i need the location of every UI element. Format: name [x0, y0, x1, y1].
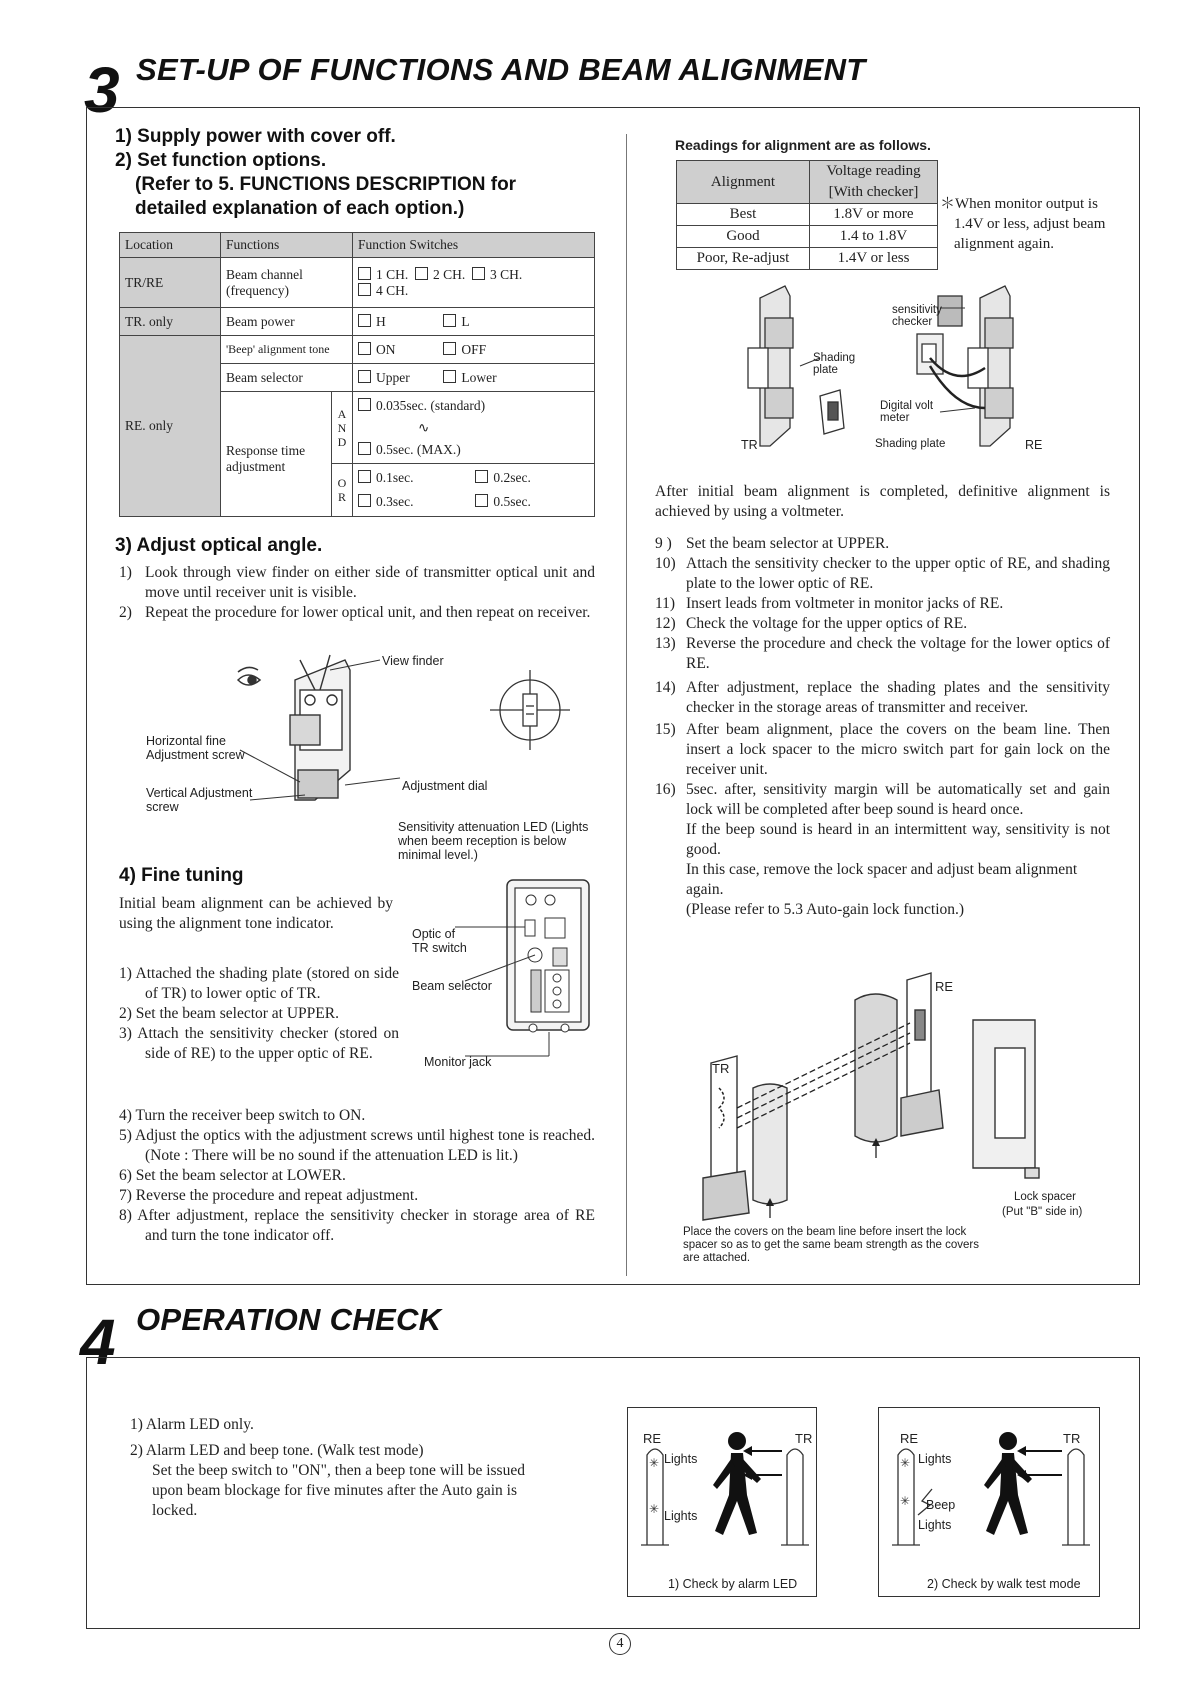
location-re: RE. only: [120, 336, 221, 517]
optical-heading: 3) Adjust optical angle.: [115, 535, 323, 556]
switch-selector: [353, 364, 595, 392]
header-functions: Functions: [221, 233, 353, 258]
fine-step: 5) Adjust the optics with the adjustment screws until highest tone is reached. (Note : There will be no sound if the attenuation LED is lit.): [119, 1127, 595, 1164]
and-label: A N D: [332, 392, 353, 464]
fine-step: 8) After adjustment, replace the sensitivity checker in storage area of RE and turn the tone indicator off.: [119, 1207, 595, 1244]
fine-tuning-intro: Initial beam alignment can be achieved by using the alignment tone indicator.: [119, 895, 393, 932]
operation-item: 1) Alarm LED only.: [130, 1416, 254, 1433]
option-label: ON: [376, 341, 396, 357]
option-label: Upper: [376, 369, 410, 385]
fine-step: 4) Turn the receiver beep switch to ON.: [119, 1107, 366, 1124]
switch-response-and: [353, 392, 595, 464]
definitive-alignment: After initial beam alignment is completed, definitive alignment is achieved by using a voltmeter.: [655, 483, 1110, 520]
or-label: O R: [332, 464, 353, 517]
digital-volt-meter-label: Digital volt meter: [880, 400, 934, 424]
step: [655, 534, 1110, 554]
step-text: Attach the sensitivity checker to the upper optic of RE, and shading plate to the lower optic of RE.: [686, 555, 1110, 592]
fine-step: 6) Set the beam selector at LOWER.: [119, 1167, 346, 1184]
receiver-panel-diagram: [405, 870, 605, 1040]
checkbox[interactable]: [475, 494, 488, 507]
intro-line: 2) Set function options.: [115, 150, 327, 171]
optical-step: [119, 563, 595, 603]
lock-spacer-label: Lock spacer: [1014, 1191, 1077, 1203]
table-row: [677, 204, 938, 226]
step: [655, 614, 1110, 634]
checkbox[interactable]: [443, 314, 456, 327]
step-text: Reverse the procedure and check the voltage for the lower optics of RE.: [686, 635, 1110, 672]
fig2-beep-label: Beep: [926, 1498, 956, 1512]
fig2-caption: 2) Check by walk test mode: [927, 1577, 1081, 1591]
step-number: 1): [119, 564, 132, 581]
intro-list: [115, 125, 615, 221]
fine-step: 2) Set the beam selector at UPPER.: [119, 1005, 339, 1022]
step-text: Check the voltage for the upper optics of RE.: [686, 615, 968, 632]
step-number: 10): [655, 555, 676, 572]
step-text: After adjustment, replace the shading plates and the sensitivity checker in the storage areas of transmitter and receiver.: [686, 679, 1110, 716]
checkbox[interactable]: [443, 370, 456, 383]
step: [655, 780, 1110, 820]
checkbox[interactable]: [358, 370, 371, 383]
checkbox[interactable]: [358, 342, 371, 355]
switch-beep: [353, 336, 595, 364]
step: [655, 678, 1110, 718]
shading-plate-label-2: Shading plate: [875, 438, 946, 450]
led-icon: [545, 895, 555, 905]
fig1-tr-label: TR: [795, 1431, 813, 1446]
fig2-lights-label-2: Lights: [918, 1518, 952, 1532]
alignment-value: Best: [677, 204, 810, 226]
readings-col-voltage: Voltage reading: [810, 161, 938, 183]
led-icon: [526, 895, 536, 905]
readings-heading: Readings for alignment are as follows.: [675, 137, 931, 153]
voltage-value: 1.8V or more: [810, 204, 938, 226]
cover-tr-label: TR: [712, 1061, 730, 1076]
fine-step: 7) Reverse the procedure and repeat adjustment.: [119, 1187, 419, 1204]
intro-line: (Refer to 5. FUNCTIONS DESCRIPTION for: [135, 174, 517, 195]
switch-response-or: [353, 464, 595, 517]
checkbox[interactable]: [358, 442, 371, 455]
fine-steps-wide: [119, 1106, 595, 1246]
location-tr: TR. only: [120, 308, 221, 336]
tr-label: TR: [741, 438, 758, 452]
optical-step: [119, 603, 595, 623]
voltage-value: 1.4 to 1.8V: [810, 226, 938, 248]
fig2-re-label: RE: [900, 1431, 919, 1446]
checkbox[interactable]: [358, 494, 371, 507]
step-number: 14): [655, 679, 676, 696]
adjustment-dial-label: Adjustment dial: [402, 779, 488, 793]
option-label: 4 CH.: [376, 282, 409, 298]
fine-steps-narrow: [119, 964, 399, 1064]
section-number: 4: [80, 1306, 116, 1378]
step-text: After beam alignment, place the covers on the beam line. Then insert a lock spacer to the micro switch part for gain lock on the receiver unit.: [686, 721, 1110, 778]
step-number: 16): [655, 781, 676, 798]
checkbox[interactable]: [443, 342, 456, 355]
svg-text:✳: ✳: [649, 1456, 660, 1470]
section-number: 3: [84, 54, 120, 126]
svg-text:✳: ✳: [900, 1456, 911, 1470]
checkbox[interactable]: [358, 398, 371, 411]
function-response: Response time adjustment: [221, 392, 332, 517]
step-text: Look through view finder on either side of transmitter optical unit and move until receiver unit is visible.: [145, 564, 595, 601]
option-label: 2 CH.: [433, 266, 466, 282]
step-number: 13): [655, 635, 676, 652]
option-label: 0.3sec.: [376, 494, 414, 509]
checkbox[interactable]: [475, 470, 488, 483]
fig1-lights-label-2: Lights: [664, 1509, 698, 1523]
option-label: 1 CH.: [376, 266, 409, 282]
step: [655, 554, 1110, 594]
svg-text:✳: ✳: [649, 1502, 660, 1516]
voltmeter-steps: [655, 534, 1110, 920]
step-text: Set the beam selector at UPPER.: [686, 535, 890, 552]
put-b-label: (Put "B" side in): [1002, 1206, 1083, 1218]
function-table: [119, 232, 595, 517]
fig1-caption: 1) Check by alarm LED: [668, 1577, 798, 1591]
vertical-screw-label: Vertical Adjustment screw: [146, 786, 253, 814]
optical-steps: [119, 563, 595, 623]
step-text: Insert leads from voltmeter in monitor jacks of RE.: [686, 595, 1004, 612]
fig2-tr-label: TR: [1063, 1431, 1081, 1446]
function-selector: Beam selector: [221, 364, 353, 392]
switch-power: [353, 308, 595, 336]
range-tilde: ∿: [418, 419, 430, 435]
beam-selector-label: Beam selector: [412, 979, 492, 993]
function-beep: 'Beep' alignment tone: [221, 336, 353, 364]
svg-text:✳: ✳: [900, 1494, 911, 1508]
monitor-jack-label: Monitor jack: [424, 1055, 492, 1069]
re-label: RE: [1025, 438, 1043, 452]
fig2-lights-label: Lights: [918, 1452, 952, 1466]
table-row: [677, 248, 938, 270]
page-number: [609, 1633, 631, 1655]
section-title: OPERATION CHECK: [136, 1302, 442, 1337]
cover-re-label: RE: [935, 979, 954, 994]
fine-step: 1) Attached the shading plate (stored on side of TR) to lower optic of TR.: [119, 965, 399, 1002]
readings-table: [676, 160, 938, 270]
table-row: [677, 226, 938, 248]
fig1-re-label: RE: [643, 1431, 662, 1446]
step-number: 2): [119, 604, 132, 621]
option-label: L: [461, 313, 470, 329]
checkbox[interactable]: [358, 267, 371, 280]
step-number: 15): [655, 721, 676, 738]
option-label: 0.5sec.: [493, 494, 531, 509]
page-number-text: 4: [616, 1636, 624, 1651]
option-label: OFF: [461, 341, 487, 357]
fig1-lights-label: Lights: [664, 1452, 698, 1466]
readings-note: ＊When monitor output is 1.4V or less, adjust beam alignment again.: [940, 196, 1106, 252]
fine-tuning-heading: 4) Fine tuning: [119, 865, 244, 886]
checkbox[interactable]: [415, 267, 428, 280]
adjustment-dial-icon: [490, 670, 570, 750]
step-extra: In this case, remove the lock spacer and adjust beam alignment again.: [686, 861, 1078, 898]
step-extra: (Please refer to 5.3 Auto-gain lock function.): [686, 901, 965, 918]
step-extra: If the beep sound is heard in an intermittent way, sensitivity is not good.: [686, 821, 1110, 858]
step-number: 9 ): [655, 535, 672, 552]
step-text: Repeat the procedure for lower optical unit, and then repeat on receiver.: [145, 604, 591, 621]
readings-col-checker: [With checker]: [810, 182, 938, 204]
option-label: 3 CH.: [490, 266, 523, 282]
led-label: Sensitivity attenuation LED (Lights when beem reception is below minimal level.): [398, 820, 589, 862]
location-trre: TR/RE: [120, 258, 221, 308]
eye-icon: [238, 667, 260, 685]
view-finder-label: View finder: [382, 654, 444, 668]
column-divider: [626, 134, 627, 1276]
checkbox[interactable]: [358, 283, 371, 296]
operation-list: [130, 1415, 580, 1521]
checkbox[interactable]: [472, 267, 485, 280]
section-title: SET-UP OF FUNCTIONS AND BEAM ALIGNMENT: [136, 52, 866, 87]
option-label: 0.1sec.: [376, 470, 414, 485]
switch-channel: [353, 258, 595, 308]
sensitivity-checker-label: sensitivity checker: [892, 304, 942, 328]
step-text: 5sec. after, sensitivity margin will be automatically set and gain lock will be completed after beep sound is heard once.: [686, 781, 1110, 818]
function-channel: Beam channel (frequency): [221, 258, 353, 308]
step-number: 11): [655, 595, 676, 612]
header-switches: Function Switches: [353, 233, 595, 258]
step: [655, 720, 1110, 780]
horizontal-screw-label: Horizontal fine Adjustment screw: [146, 734, 245, 762]
intro-line: detailed explanation of each option.): [135, 198, 465, 219]
intro-line: 1) Supply power with cover off.: [115, 126, 396, 147]
operation-item-body: Set the beep switch to "ON", then a beep tone will be issued upon beam blockage for five minutes after the Auto gain is locked.: [152, 1462, 525, 1519]
option-label: 0.035sec. (standard): [376, 397, 486, 413]
step: [655, 634, 1110, 674]
fine-step: 3) Attach the sensitivity checker (stored on side of RE) to the upper optic of RE.: [119, 1025, 399, 1062]
step-number: 12): [655, 615, 676, 632]
header-location: Location: [120, 233, 221, 258]
step: [655, 594, 1110, 614]
option-label: 0.2sec.: [493, 470, 531, 485]
cover-caption: Place the covers on the beam line before insert the lock spacer so as to get the same beam strength as the covers are attached.: [683, 1226, 979, 1264]
option-label: Lower: [461, 369, 497, 385]
checkbox[interactable]: [358, 314, 371, 327]
optic-tr-label: Optic of TR switch: [412, 927, 467, 955]
function-power: Beam power: [221, 308, 353, 336]
readings-col-alignment: Alignment: [677, 161, 810, 204]
cover-diagram: [675, 968, 1125, 1223]
voltage-value: 1.4V or less: [810, 248, 938, 270]
operation-item: 2) Alarm LED and beep tone. (Walk test mode): [130, 1442, 424, 1459]
alignment-value: Poor, Re-adjust: [677, 248, 810, 270]
alignment-value: Good: [677, 226, 810, 248]
checkbox[interactable]: [358, 470, 371, 483]
shading-plate-label: Shading plate: [813, 352, 856, 376]
option-label: 0.5sec. (MAX.): [376, 441, 461, 457]
option-label: H: [376, 313, 386, 329]
